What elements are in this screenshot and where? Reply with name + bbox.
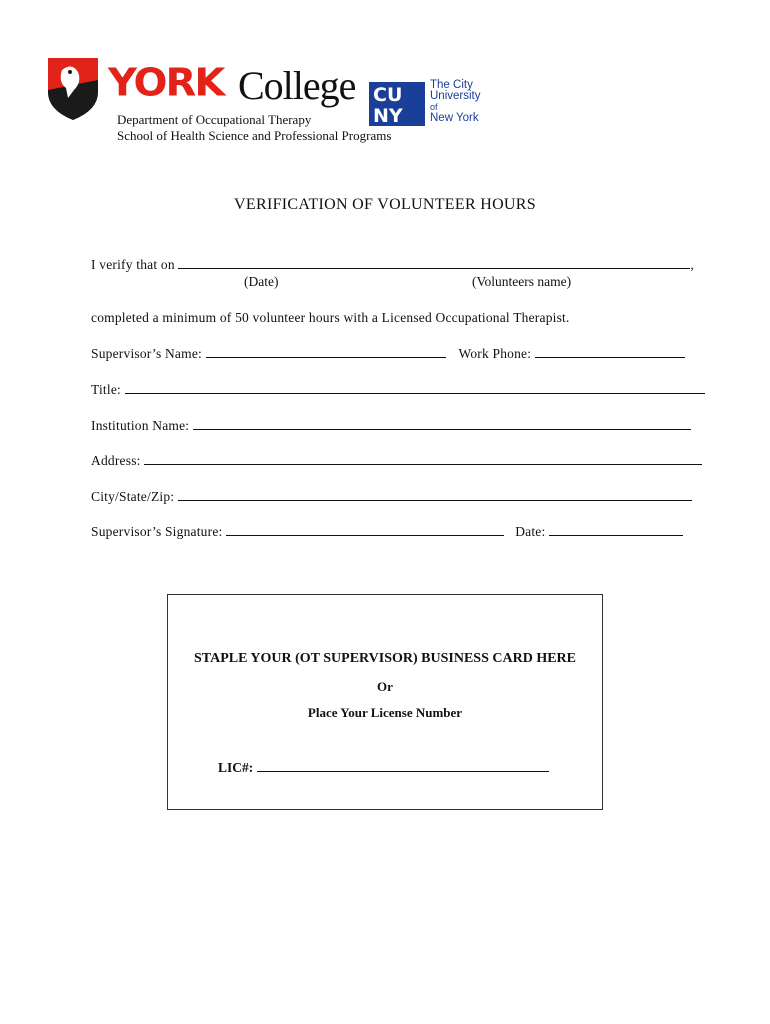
title-label: Title: xyxy=(91,382,121,397)
license-number-field[interactable] xyxy=(257,759,549,772)
date-label: Date: xyxy=(515,524,546,539)
address-field[interactable] xyxy=(144,452,702,465)
supervisor-row xyxy=(91,345,685,362)
cuny-line-4: New York xyxy=(430,112,479,124)
card-license-instruction: Place Your License Number xyxy=(307,705,463,720)
card-or: Or xyxy=(377,679,393,694)
form-title: VERIFICATION OF VOLUNTEER HOURS xyxy=(234,196,536,213)
title-field[interactable] xyxy=(125,381,705,394)
signature-row xyxy=(91,523,683,540)
city-row xyxy=(91,488,692,505)
address-label: Address: xyxy=(91,453,141,468)
date-field[interactable] xyxy=(549,523,683,536)
supervisor-name-field[interactable] xyxy=(206,345,446,358)
volunteer-caption: (Volunteers name) xyxy=(472,274,572,289)
york-logo-text: YORK xyxy=(108,61,224,105)
institution-row xyxy=(91,417,691,434)
work-phone-field[interactable] xyxy=(535,345,685,358)
cuny-logo-lettering: CU xyxy=(373,84,403,106)
work-phone-label: Work Phone: xyxy=(458,346,532,361)
cuny-line-2: University xyxy=(430,90,481,102)
city-state-zip-field[interactable] xyxy=(178,488,692,501)
department-block xyxy=(117,112,391,144)
york-shield-logo-icon xyxy=(44,52,102,122)
institution-field[interactable] xyxy=(193,417,691,430)
statement-text: completed a minimum of 50 volunteer hours with a Licensed Occupational Therapist. xyxy=(91,310,570,325)
letterhead xyxy=(44,52,524,148)
cuny-line-3: of xyxy=(430,102,438,112)
cuny-line-1: The City xyxy=(430,79,473,91)
card-instruction: STAPLE YOUR (OT SUPERVISOR) BUSINESS CARD HERE xyxy=(194,651,576,666)
supervisor-name-label: Supervisor’s Name: xyxy=(91,346,202,361)
verify-row: I verify that on , xyxy=(91,257,694,272)
business-card-box xyxy=(167,594,603,810)
address-row xyxy=(91,452,702,469)
signature-field[interactable] xyxy=(226,523,504,536)
college-logo-text: College xyxy=(238,63,356,108)
verify-label: I verify that on xyxy=(91,257,175,272)
signature-label: Supervisor’s Signature: xyxy=(91,524,223,539)
date-caption: (Date) xyxy=(244,274,279,289)
department-name: Department of Occupational Therapy xyxy=(117,112,312,127)
title-row xyxy=(91,381,705,398)
license-label: LIC#: xyxy=(218,760,254,775)
svg-text:NY: NY xyxy=(373,105,403,126)
school-name: School of Health Science and Professional Programs xyxy=(117,128,392,143)
institution-label: Institution Name: xyxy=(91,418,190,433)
license-row xyxy=(218,759,549,776)
date-volunteer-field[interactable] xyxy=(178,256,690,269)
cuny-name xyxy=(430,80,480,124)
city-state-zip-label: City/State/Zip: xyxy=(91,489,175,504)
